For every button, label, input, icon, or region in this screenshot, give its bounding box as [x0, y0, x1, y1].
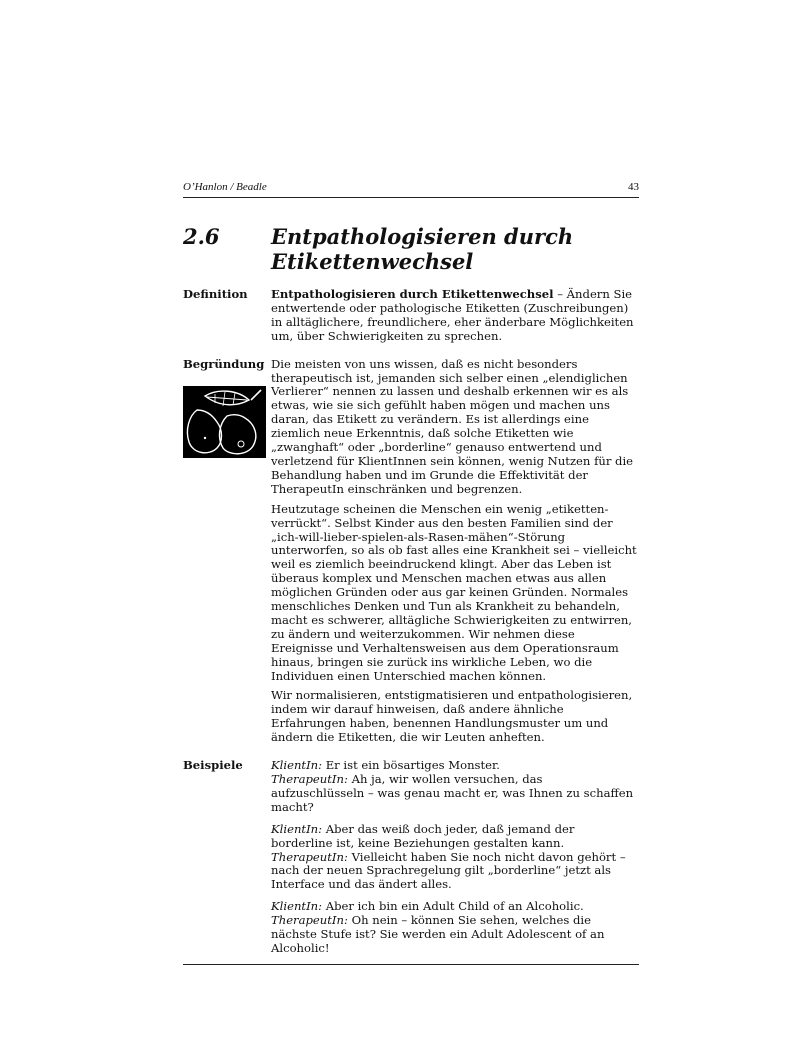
section-number: 2.6 [183, 224, 220, 249]
begruendung-paragraph-1: Die meisten von uns wissen, daß es nicht besonders therapeutisch ist, jemanden sich selber einen „elendiglichen Verlierer“ nennen zu lassen und deshalb erkennen wir es als etwas, wie sie sich gefühlt haben mögen und machen uns daran, das Etikett zu verändern. Es ist allerdings eine ziemlich neue Erkenntnis, daß solche Etiketten wie „zwanghaft“ oder „borderline“ genauso entwertend und verletzend für KlientInnen sein können, wenig Nutzen für die Behandlung haben und im Grunde die Effektivität der TherapeutIn einschränken und begrenzen. [271, 356, 634, 496]
therapeut-label: TherapeutIn: [271, 849, 348, 864]
running-header [183, 181, 639, 198]
begruendung-label: Begründung [183, 356, 265, 371]
definition-block [183, 288, 639, 350]
header-author: O’Hanlon / Beadle [183, 181, 267, 193]
klient-text: Aber das weiß doch jeder, daß jemand der borderline ist, keine Beziehungen gestalten kann. [271, 821, 575, 850]
klient-label: KlientIn: [271, 821, 323, 836]
section-heading [183, 224, 639, 274]
klient-text: Er ist ein bösartiges Monster. [322, 758, 500, 773]
book-page [183, 181, 639, 965]
klient-text: Aber ich bin ein Adult Child of an Alcoholic. [322, 899, 584, 914]
section-title [271, 224, 639, 274]
bottom-rule [183, 964, 639, 965]
therapeut-text: Vielleicht haben Sie noch nicht davon gehört – nach der neuen Sprachregelung gilt „borderline“ jetzt als Interface und das ändert alles. [271, 849, 626, 892]
dialogue-2 [271, 823, 639, 893]
klient-label: KlientIn: [271, 899, 323, 914]
section-title-line1: Entpathologisieren durch [271, 224, 574, 249]
beispiele-block [183, 759, 639, 964]
definition-label: Definition [183, 287, 248, 301]
begruendung-paragraph-3: Wir normalisieren, entstigmatisieren und entpathologisieren, indem wir darauf hinweisen, daß andere ähnliche Erfahrungen haben, benennen Handlungsmuster um und ändern die Etiketten, die wir Leuten anheften. [271, 688, 633, 745]
definition-body: – Ändern Sie entwertende oder pathologische Etiketten (Zuschreibungen) in alltäglichere, freundlichere, eher änderbare Möglichkeiten um, über Schwierigkeiten zu sprechen. [271, 287, 634, 343]
definition-text [271, 288, 639, 344]
pear-icon [183, 386, 266, 458]
therapeut-label: TherapeutIn: [271, 913, 348, 928]
therapeut-text: Ah ja, wir wollen versuchen, das aufzuschlüsseln – was genau macht er, was Ihnen zu schaffen macht? [271, 772, 634, 814]
definition-term: Entpathologisieren durch Etikettenwechsel [271, 287, 554, 301]
section-title-line2: Etikettenwechsel [271, 249, 474, 274]
begruendung-paragraph-2: Heutzutage scheinen die Menschen ein wenig „etiketten-verrückt“. Selbst Kinder aus den besten Familien sind der „ich-will-lieber-spielen-als-Rasen-mähen“-Störung unterworfen, so als ob fast alles eine Krankheit sei – vielleicht weil es ziemlich beeindruckend klingt. Aber das Leben ist überaus komplex und Menschen machen etwas aus allen möglichen Gründen oder aus gar keinen Gründen. Normales menschliches Denken und Tun als Krankheit zu behandeln, macht es schwerer, alltägliche Schwierigkeiten zu entwirren, zu ändern und weiterzukommen. Wir nehmen diese Ereignisse und Verhaltensweisen aus dem Operationsraum hinaus, bringen sie zurück ins wirkliche Leben, wo die Individuen einen Unterschied machen können. [271, 501, 637, 683]
beispiele-label: Beispiele [183, 758, 243, 773]
therapeut-label: TherapeutIn: [271, 772, 348, 786]
therapeut-text: Oh nein – können Sie sehen, welches die nächste Stufe ist? Sie werden ein Adult Adolescent of an Alcoholic! [271, 913, 605, 955]
page-number: 43 [628, 181, 639, 193]
dialogue-3 [271, 900, 639, 956]
klient-label: KlientIn: [271, 758, 323, 773]
dialogue-1 [271, 759, 639, 815]
